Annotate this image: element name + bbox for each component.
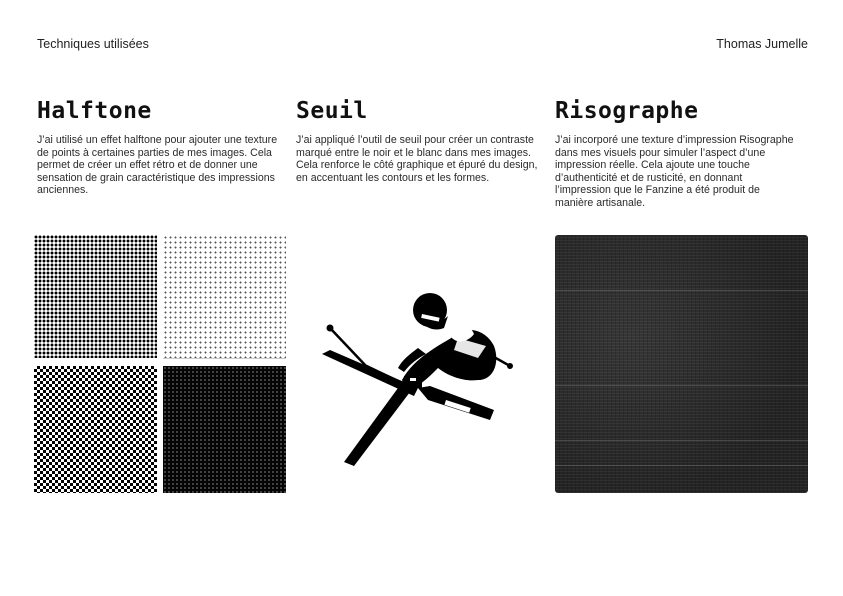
threshold-skier-image xyxy=(318,288,518,468)
halftone-sample-checker xyxy=(34,366,157,493)
column-risographe xyxy=(555,98,800,210)
risograph-texture-image xyxy=(555,235,808,493)
column-seuil xyxy=(296,98,541,184)
header-author: Thomas Jumelle xyxy=(716,37,808,51)
header-left-title: Techniques utilisées xyxy=(37,37,149,51)
risographe-title: Risographe xyxy=(555,98,699,124)
halftone-sample-dense-dots xyxy=(34,235,157,358)
halftone-title: Halftone xyxy=(37,98,152,124)
halftone-description: J’ai utilisé un effet halftone pour ajouter une texture de points à certaines parties de mes images. Cela permet de créer un effet rétro et de donner une sensation de grain caractéristique des impressions anciennes. xyxy=(37,134,278,197)
seuil-description: J’ai appliqué l’outil de seuil pour créer un contraste marqué entre le noir et le blanc dans mes images. Cela renforce le côté graphique et épuré du design, en accentuant les contours et les formes. xyxy=(296,134,538,184)
risographe-description: J’ai incorporé une texture d’impression Risographe dans mes visuels pour simuler l’aspect d’une impression réelle. Cela ajoute une touche d’authenticité et de rusticité, en donnant l’impression que le Fanzine a été produit de manière artisanale. xyxy=(555,134,794,209)
halftone-sample-light-dots xyxy=(163,235,286,359)
seuil-title: Seuil xyxy=(296,98,368,124)
column-halftone xyxy=(37,98,282,197)
halftone-sample-dark xyxy=(163,366,286,493)
